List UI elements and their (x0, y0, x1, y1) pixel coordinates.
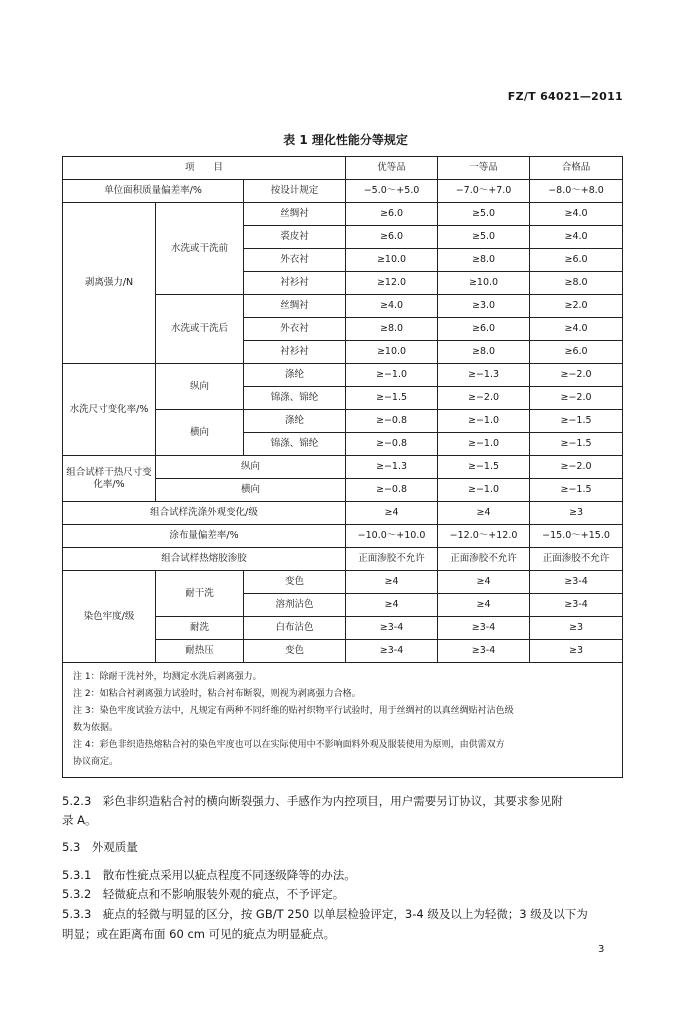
cell-value: ≥−1.3 (438, 364, 530, 387)
subgroup-label: 纵向 (156, 364, 244, 410)
cell-value: ≥5.0 (438, 226, 530, 249)
table-row (63, 502, 623, 525)
row-label: 溶剂沾色 (244, 594, 346, 617)
cell-value: 正面渗胶不允许 (530, 548, 623, 571)
cell-value: ≥−1.0 (346, 364, 438, 387)
cell-value: ≥−0.8 (346, 433, 438, 456)
row-label: 变色 (244, 640, 346, 663)
cell-value: ≥4 (438, 502, 530, 525)
section-heading-5-3: 5.3 外观质量 (62, 840, 138, 854)
cell-value: ≥−2.0 (530, 456, 623, 479)
cell-value: ≥−1.5 (530, 433, 623, 456)
row-label: 外衣衬 (244, 249, 346, 272)
table-row (63, 571, 623, 594)
cell-value: ≥−1.0 (438, 479, 530, 502)
row-label: 横向 (156, 479, 346, 502)
para-5-3-1: 5.3.1 散布性疵点采用以疵点程度不同逐级降等的办法。 (62, 868, 356, 882)
header-qualified: 合格品 (530, 157, 623, 180)
cell-value: ≥4 (346, 502, 438, 525)
cell-value: ≥6.0 (346, 226, 438, 249)
cell-value: ≥−2.0 (530, 364, 623, 387)
cell-value: ≥4.0 (346, 295, 438, 318)
subgroup-label: 耐干洗 (156, 571, 244, 617)
cell-value: ≥3-4 (346, 617, 438, 640)
cell-value: ≥8.0 (438, 341, 530, 364)
header-first: 一等品 (438, 157, 530, 180)
cell-value: ≥3-4 (438, 617, 530, 640)
row-label: 单位面积质量偏差率/% (63, 180, 244, 203)
cell-value: ≥4 (346, 594, 438, 617)
cell-value: ≥3-4 (346, 640, 438, 663)
cell-value: −5.0～+5.0 (346, 180, 438, 203)
cell-value: ≥−1.5 (530, 410, 623, 433)
cell-value: ≥3 (530, 502, 623, 525)
para-5-3-3-line1: 5.3.3 疵点的轻微与明显的区分，按 GB/T 250 以单层检验评定，3-4 级及以上为轻微；3 级及以下为 (62, 907, 588, 921)
cell-value: ≥−1.3 (346, 456, 438, 479)
row-label: 变色 (244, 571, 346, 594)
row-label: 涤纶 (244, 410, 346, 433)
row-label: 锦涤、锦纶 (244, 387, 346, 410)
row-label: 涂布量偏差率/% (63, 525, 346, 548)
cell-value: ≥3-4 (530, 594, 623, 617)
row-sublabel: 按设计规定 (244, 180, 346, 203)
table-row (63, 180, 623, 203)
table-row (63, 203, 623, 226)
cell-value: −15.0～+15.0 (530, 525, 623, 548)
cell-value: ≥5.0 (438, 203, 530, 226)
cell-value: ≥2.0 (530, 295, 623, 318)
cell-value: −8.0～+8.0 (530, 180, 623, 203)
row-label: 纵向 (156, 456, 346, 479)
subgroup-label: 水洗或干洗前 (156, 203, 244, 295)
cell-value: 正面渗胶不允许 (346, 548, 438, 571)
cell-value: ≥4.0 (530, 226, 623, 249)
notes-row (63, 663, 623, 778)
note-3: 注 3：染色牢度试验方法中，凡规定有两种不同纤维的贴衬织物平行试验时，用于丝绸衬的以真丝绸贴衬沾色级 (73, 706, 514, 716)
group-label: 水洗尺寸变化率/% (63, 364, 156, 456)
cell-value: ≥−1.0 (438, 410, 530, 433)
cell-value: ≥−0.8 (346, 479, 438, 502)
para-5-2-3-line2: 录 A。 (62, 813, 97, 827)
page-number: 3 (598, 944, 605, 955)
table-row (63, 456, 623, 479)
cell-value: ≥−2.0 (530, 387, 623, 410)
para-5-2-3-line1: 5.2.3 彩色非织造粘合衬的横向断裂强力、手感作为内控项目，用户需要另订协议，其要求参见附 (62, 794, 563, 808)
subgroup-label: 水洗或干洗后 (156, 295, 244, 364)
cell-value: ≥10.0 (346, 341, 438, 364)
row-label: 组合试样洗涤外观变化/级 (63, 502, 346, 525)
standard-code: FZ/T 64021—2011 (507, 90, 623, 103)
table-row (63, 548, 623, 571)
cell-value: ≥8.0 (346, 318, 438, 341)
spec-table (62, 156, 623, 778)
cell-value: −12.0～+12.0 (438, 525, 530, 548)
note-2: 注 2：如粘合衬剥离强力试验时，粘合衬布断裂，则视为剥离强力合格。 (73, 689, 361, 699)
row-label: 丝绸衬 (244, 203, 346, 226)
note-1: 注 1：除耐干洗衬外，均测定水洗后剥离强力。 (73, 672, 262, 682)
subgroup-label: 耐洗 (156, 617, 244, 640)
cell-value: ≥−0.8 (346, 410, 438, 433)
cell-value: ≥3.0 (438, 295, 530, 318)
cell-value: ≥−1.5 (530, 479, 623, 502)
cell-value: −7.0～+7.0 (438, 180, 530, 203)
group-label: 染色牢度/级 (63, 571, 156, 663)
group-label: 组合试样干热尺寸变化率/% (63, 456, 156, 502)
cell-value: ≥4.0 (530, 318, 623, 341)
cell-value: ≥4 (438, 571, 530, 594)
header-item: 项 目 (63, 157, 346, 180)
cell-value: ≥10.0 (438, 272, 530, 295)
cell-value: ≥12.0 (346, 272, 438, 295)
cell-value: ≥4.0 (530, 203, 623, 226)
group-label: 剥离强力/N (63, 203, 156, 364)
row-label: 衬衫衬 (244, 341, 346, 364)
cell-value: ≥4 (346, 571, 438, 594)
cell-value: ≥6.0 (346, 203, 438, 226)
cell-value: ≥−1.0 (438, 433, 530, 456)
cell-value: ≥3-4 (438, 640, 530, 663)
table-notes (63, 663, 623, 778)
cell-value: ≥6.0 (530, 341, 623, 364)
row-label: 涤纶 (244, 364, 346, 387)
cell-value: 正面渗胶不允许 (438, 548, 530, 571)
cell-value: −10.0～+10.0 (346, 525, 438, 548)
header-excellent: 优等品 (346, 157, 438, 180)
row-label: 组合试样热熔胶渗胶 (63, 548, 346, 571)
cell-value: ≥8.0 (530, 272, 623, 295)
cell-value: ≥6.0 (530, 249, 623, 272)
row-label: 衬衫衬 (244, 272, 346, 295)
row-label: 裘皮衬 (244, 226, 346, 249)
cell-value: ≥−1.5 (438, 456, 530, 479)
cell-value: ≥3 (530, 640, 623, 663)
header-row (63, 157, 623, 180)
cell-value: ≥6.0 (438, 318, 530, 341)
subgroup-label: 耐热压 (156, 640, 244, 663)
note-4-continuation: 协议商定。 (73, 757, 119, 767)
para-5-3-3-line2: 明显；或在距离布面 60 cm 可见的疵点为明显疵点。 (62, 927, 336, 941)
cell-value: ≥10.0 (346, 249, 438, 272)
row-label: 丝绸衬 (244, 295, 346, 318)
table-row (63, 525, 623, 548)
note-3-continuation: 数为依据。 (73, 723, 119, 733)
row-label: 锦涤、锦纶 (244, 433, 346, 456)
cell-value: ≥3 (530, 617, 623, 640)
note-4: 注 4：彩色非织造热熔粘合衬的染色牢度也可以在实际使用中不影响面料外观及服装使用为原则，由供需双方 (73, 740, 505, 750)
cell-value: ≥−2.0 (438, 387, 530, 410)
cell-value: ≥8.0 (438, 249, 530, 272)
table-row (63, 364, 623, 387)
subgroup-label: 横向 (156, 410, 244, 456)
cell-value: ≥4 (438, 594, 530, 617)
table-title: 表 1 理化性能分等规定 (283, 133, 408, 147)
para-5-3-2: 5.3.2 轻微疵点和不影响服装外观的疵点，不予评定。 (62, 887, 345, 901)
row-label: 白布沾色 (244, 617, 346, 640)
cell-value: ≥3-4 (530, 571, 623, 594)
cell-value: ≥−1.5 (346, 387, 438, 410)
row-label: 外衣衬 (244, 318, 346, 341)
